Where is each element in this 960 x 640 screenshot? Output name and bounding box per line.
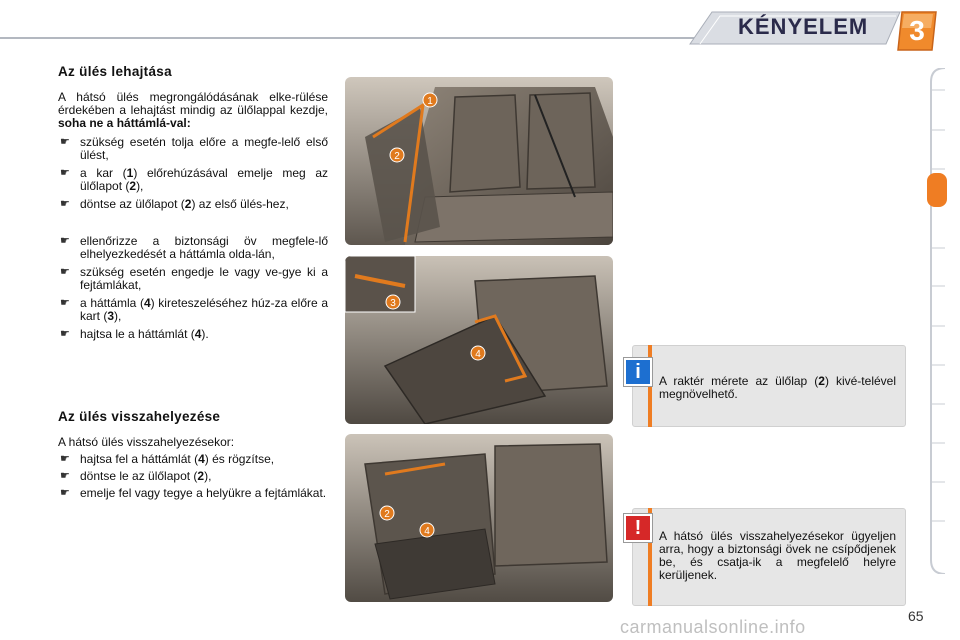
restore-steps: [58, 453, 328, 500]
bullet-icon: ☛: [60, 136, 70, 148]
callout-label: 4: [475, 349, 481, 360]
photo-backrest-folded: [345, 256, 613, 424]
callout-label: 2: [384, 509, 390, 520]
restore-intro: A hátsó ülés visszahelyezésekor:: [58, 435, 235, 449]
warning-icon: !: [624, 514, 652, 542]
callout-label: 2: [394, 151, 400, 162]
list-item: ☛ hajtsa fel a háttámlát (4) és rögzítse,: [60, 452, 275, 466]
callout-1: [423, 93, 437, 107]
callout-label: 4: [424, 526, 430, 537]
callout-4b: [420, 523, 434, 537]
info-text: A raktér mérete az ülőlap (2) kivé-telével megnövelhető.: [659, 374, 896, 401]
active-chapter-tab: [927, 173, 947, 207]
page-number: 65: [908, 608, 924, 624]
bullet-icon: ☛: [60, 328, 70, 340]
list-item: ☛ hajtsa le a háttámlát (4).: [60, 327, 209, 341]
bullet-icon: ☛: [60, 487, 70, 499]
chapter-sidebar: [927, 68, 947, 574]
chapter-title: KÉNYELEM: [738, 14, 869, 39]
bullet-icon: ☛: [60, 167, 70, 179]
list-item: ☛ a kar (1) előrehúzásával emelje meg az ülőlapot (2),: [60, 166, 328, 193]
callout-label: 1: [427, 96, 433, 107]
warning-text: A hátsó ülés visszahelyezésekor ügyeljen arra, hogy a biztonsági övek ne csípődjenek be, és csatja-ik a megfelelő helyre kerüljenek.: [659, 529, 896, 582]
fold-steps-b: [58, 235, 328, 341]
fold-steps-a: [58, 136, 328, 211]
text-column: [58, 60, 328, 500]
section-title-fold: Az ülés lehajtása: [58, 64, 172, 79]
list-item: ☛ a háttámla (4) kireteszeléséhez húz-za előre a kart (3),: [60, 296, 328, 323]
section-title-restore: Az ülés visszahelyezése: [58, 409, 221, 424]
list-item: ☛ döntse le az ülőlapot (2),: [60, 469, 212, 483]
chapter-number: 3: [909, 15, 925, 46]
bullet-icon: ☛: [60, 198, 70, 210]
info-icon: i: [624, 358, 652, 386]
list-item: ☛ ellenőrizze a biztonsági öv megfele-lő elhelyezkedését a háttámla olda-lán,: [60, 234, 328, 261]
list-item: ☛ szükség esetén engedje le vagy ve-gye ki a fejtámlákat,: [60, 265, 328, 292]
callout-2: [390, 148, 404, 162]
callout-label: 3: [390, 298, 396, 309]
list-item: ☛ szükség esetén tolja előre a megfe-lelő első ülést,: [60, 135, 328, 162]
bullet-icon: ☛: [60, 453, 70, 465]
photo-cushion-raised: [345, 77, 613, 245]
bullet-icon: ☛: [60, 470, 70, 482]
bullet-icon: ☛: [60, 297, 70, 309]
callout-4: [471, 346, 485, 360]
list-item: ☛ döntse az ülőlapot (2) az első ülés-hez,: [60, 197, 289, 211]
bullet-icon: ☛: [60, 266, 70, 278]
photo-seat-restored: [345, 434, 613, 602]
watermark: carmanualsonline.info: [620, 617, 806, 637]
list-item: ☛ emelje fel vagy tegye a helyükre a fejtámlákat.: [60, 486, 327, 500]
intro-paragraph: A hátsó ülés megrongálódásának elke-rülése érdekében a lehajtást mindig az ülőlappal kezdje, soha ne a háttámlá-val:: [58, 90, 328, 130]
bullet-icon: ☛: [60, 235, 70, 247]
callout-3: [386, 295, 400, 309]
callout-2b: [380, 506, 394, 520]
